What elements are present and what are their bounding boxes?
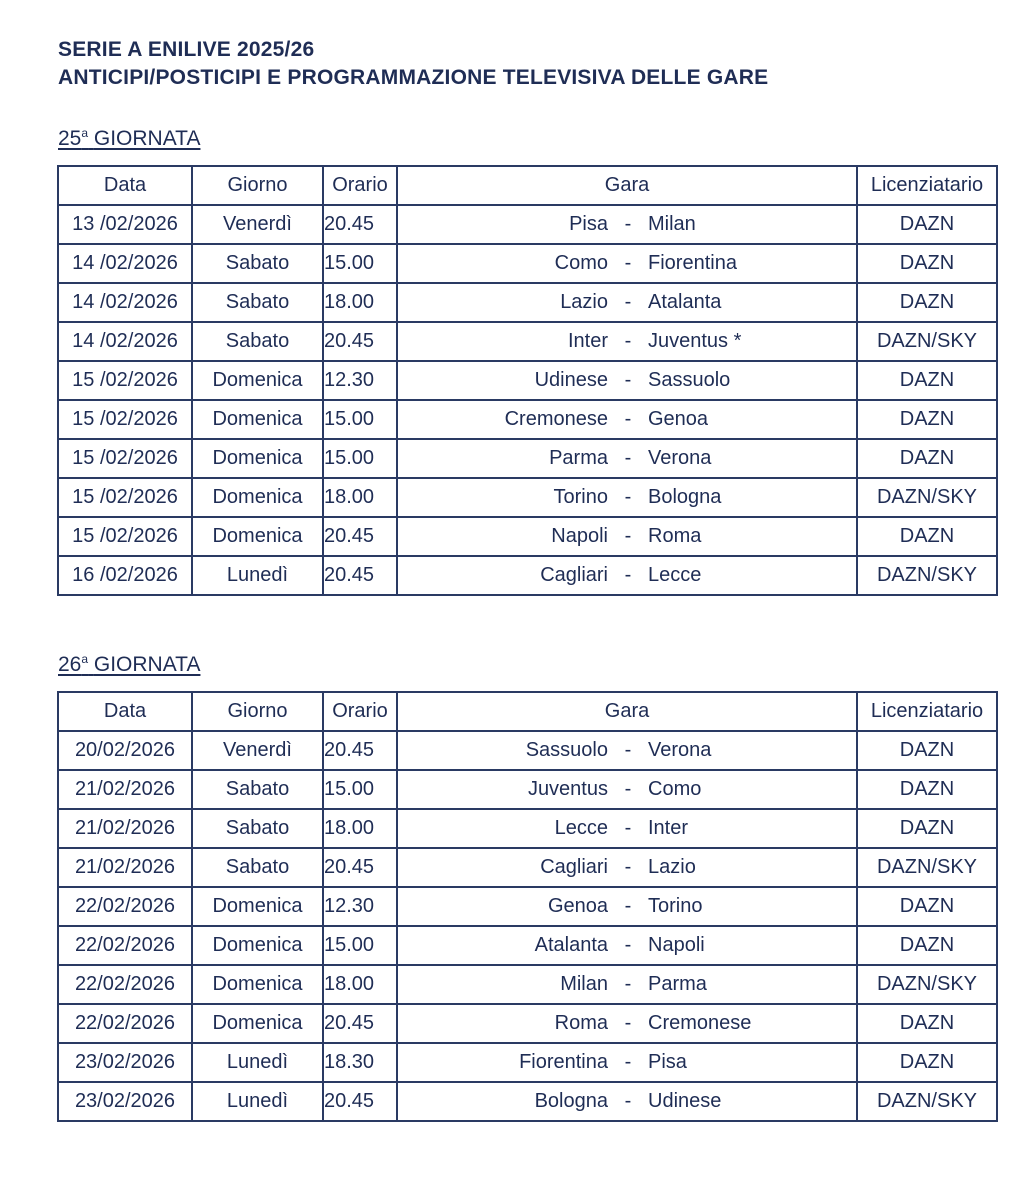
match-date: 21/02/2026 [58, 809, 192, 848]
table-row [58, 1082, 997, 1121]
round-ordinal: a [81, 126, 89, 140]
table-row [58, 361, 997, 400]
match-cell [397, 517, 857, 556]
match-date: 14 /02/2026 [58, 283, 192, 322]
table-row [58, 478, 997, 517]
match-time: 12.30 [323, 887, 397, 926]
table-header-row [58, 166, 997, 205]
match-licensee: DAZN [857, 361, 997, 400]
match-cell [397, 887, 857, 926]
away-team: Atalanta [648, 291, 722, 313]
home-team: Genoa [547, 895, 608, 917]
round-label: GIORNATA [93, 127, 201, 150]
match-day: Domenica [192, 361, 323, 400]
match-separator: - [624, 330, 632, 352]
match-date: 15 /02/2026 [58, 439, 192, 478]
header-match: Gara [397, 166, 857, 205]
match-licensee: DAZN [857, 1043, 997, 1082]
match-time: 20.45 [323, 731, 397, 770]
title-line-2: ANTICIPI/POSTICIPI E PROGRAMMAZIONE TELEVISIVA DELLE GARE [58, 66, 769, 89]
header-licensee: Licenziatario [857, 692, 997, 731]
home-team: Cremonese [504, 408, 608, 430]
round-number: 26 [58, 653, 82, 676]
match-licensee: DAZN [857, 283, 997, 322]
match-time: 18.30 [323, 1043, 397, 1082]
match-day: Venerdì [192, 205, 323, 244]
match-day: Domenica [192, 887, 323, 926]
table-row [58, 283, 997, 322]
match-cell [397, 1043, 857, 1082]
round-25-table [57, 165, 998, 596]
match-separator: - [624, 369, 632, 391]
match-day: Sabato [192, 770, 323, 809]
home-team: Lazio [560, 291, 608, 313]
header-day: Giorno [192, 692, 323, 731]
match-separator: - [624, 895, 632, 917]
away-team: Sassuolo [648, 369, 731, 391]
match-cell [397, 400, 857, 439]
match-time: 20.45 [323, 1082, 397, 1121]
match-licensee: DAZN/SKY [857, 478, 997, 517]
match-date: 22/02/2026 [58, 1004, 192, 1043]
away-team: Inter [648, 817, 689, 839]
away-team: Lecce [648, 564, 702, 586]
match-time: 15.00 [323, 244, 397, 283]
away-team: Udinese [648, 1090, 722, 1112]
away-team: Bologna [648, 486, 722, 508]
away-team: Milan [648, 213, 696, 235]
match-time: 15.00 [323, 400, 397, 439]
table-row [58, 965, 997, 1004]
match-day: Domenica [192, 400, 323, 439]
match-date: 13 /02/2026 [58, 205, 192, 244]
match-date: 15 /02/2026 [58, 478, 192, 517]
match-day: Domenica [192, 926, 323, 965]
match-licensee: DAZN [857, 731, 997, 770]
round-ordinal: a [81, 652, 89, 666]
match-cell [397, 244, 857, 283]
away-team: Parma [648, 973, 707, 995]
table-row [58, 205, 997, 244]
home-team: Como [554, 252, 608, 274]
match-licensee: DAZN [857, 517, 997, 556]
match-cell [397, 731, 857, 770]
match-separator: - [624, 525, 632, 547]
match-cell [397, 322, 857, 361]
match-day: Lunedì [192, 556, 323, 595]
match-time: 15.00 [323, 926, 397, 965]
match-date: 15 /02/2026 [58, 361, 192, 400]
match-day: Domenica [192, 517, 323, 556]
match-day: Domenica [192, 439, 323, 478]
round-26-heading [58, 652, 200, 677]
match-separator: - [624, 1012, 632, 1034]
match-time: 15.00 [323, 770, 397, 809]
match-separator: - [624, 739, 632, 761]
match-date: 23/02/2026 [58, 1082, 192, 1121]
away-team: Torino [648, 895, 703, 917]
match-day: Sabato [192, 848, 323, 887]
match-cell [397, 848, 857, 887]
match-day: Sabato [192, 283, 323, 322]
match-date: 22/02/2026 [58, 887, 192, 926]
match-date: 15 /02/2026 [58, 400, 192, 439]
match-time: 18.00 [323, 965, 397, 1004]
match-cell [397, 926, 857, 965]
away-team: Cremonese [648, 1012, 752, 1034]
match-date: 21/02/2026 [58, 770, 192, 809]
round-label: GIORNATA [93, 653, 201, 676]
match-cell [397, 965, 857, 1004]
home-team: Atalanta [534, 934, 608, 956]
match-date: 15 /02/2026 [58, 517, 192, 556]
match-separator: - [624, 778, 632, 800]
home-team: Napoli [551, 525, 608, 547]
match-time: 18.00 [323, 478, 397, 517]
match-cell [397, 361, 857, 400]
table-row [58, 517, 997, 556]
match-time: 20.45 [323, 322, 397, 361]
match-licensee: DAZN/SKY [857, 848, 997, 887]
home-team: Inter [567, 330, 608, 352]
table-row [58, 731, 997, 770]
match-separator: - [624, 1051, 632, 1073]
match-separator: - [624, 252, 632, 274]
match-separator: - [624, 934, 632, 956]
match-separator: - [624, 291, 632, 313]
header-day: Giorno [192, 166, 323, 205]
away-team: Verona [648, 739, 712, 761]
match-separator: - [624, 486, 632, 508]
match-cell [397, 439, 857, 478]
away-team: Como [648, 778, 702, 800]
table-row [58, 1043, 997, 1082]
document-title [58, 36, 768, 92]
home-team: Udinese [534, 369, 608, 391]
home-team: Cagliari [540, 564, 608, 586]
match-cell [397, 809, 857, 848]
match-licensee: DAZN [857, 809, 997, 848]
match-time: 18.00 [323, 283, 397, 322]
match-day: Sabato [192, 809, 323, 848]
table-row [58, 770, 997, 809]
match-day: Sabato [192, 244, 323, 283]
table-row [58, 400, 997, 439]
match-date: 22/02/2026 [58, 965, 192, 1004]
match-separator: - [624, 408, 632, 430]
round-25-heading [58, 126, 200, 151]
match-day: Domenica [192, 1004, 323, 1043]
home-team: Milan [560, 973, 608, 995]
match-date: 14 /02/2026 [58, 322, 192, 361]
match-licensee: DAZN [857, 439, 997, 478]
table-row [58, 322, 997, 361]
table-row [58, 1004, 997, 1043]
away-team: Genoa [648, 408, 709, 430]
home-team: Cagliari [540, 856, 608, 878]
match-separator: - [624, 447, 632, 469]
match-licensee: DAZN [857, 205, 997, 244]
away-team: Pisa [648, 1051, 687, 1073]
table-row [58, 848, 997, 887]
round-26-table [57, 691, 998, 1122]
home-team: Lecce [554, 817, 608, 839]
match-time: 15.00 [323, 439, 397, 478]
match-time: 20.45 [323, 556, 397, 595]
home-team: Pisa [569, 213, 608, 235]
home-team: Roma [554, 1012, 608, 1034]
match-time: 20.45 [323, 1004, 397, 1043]
match-day: Sabato [192, 322, 323, 361]
header-match: Gara [397, 692, 857, 731]
title-line-1: SERIE A ENILIVE 2025/26 [58, 38, 315, 61]
header-date: Data [58, 166, 192, 205]
match-cell [397, 1082, 857, 1121]
home-team: Sassuolo [525, 739, 608, 761]
away-team: Juventus * [648, 330, 742, 352]
away-team: Napoli [648, 934, 705, 956]
match-cell [397, 1004, 857, 1043]
match-date: 22/02/2026 [58, 926, 192, 965]
table-row [58, 439, 997, 478]
header-licensee: Licenziatario [857, 166, 997, 205]
match-separator: - [624, 817, 632, 839]
match-time: 20.45 [323, 205, 397, 244]
match-day: Lunedì [192, 1043, 323, 1082]
match-licensee: DAZN/SKY [857, 322, 997, 361]
table-row [58, 244, 997, 283]
match-time: 18.00 [323, 809, 397, 848]
match-licensee: DAZN/SKY [857, 1082, 997, 1121]
header-date: Data [58, 692, 192, 731]
table-header-row [58, 692, 997, 731]
match-separator: - [624, 564, 632, 586]
match-separator: - [624, 973, 632, 995]
match-day: Domenica [192, 965, 323, 1004]
away-team: Roma [648, 525, 702, 547]
match-cell [397, 478, 857, 517]
match-day: Domenica [192, 478, 323, 517]
away-team: Lazio [648, 856, 696, 878]
away-team: Fiorentina [648, 252, 737, 274]
match-cell [397, 556, 857, 595]
match-licensee: DAZN [857, 244, 997, 283]
match-separator: - [624, 856, 632, 878]
match-day: Venerdì [192, 731, 323, 770]
match-time: 20.45 [323, 848, 397, 887]
match-licensee: DAZN/SKY [857, 556, 997, 595]
home-team: Torino [553, 486, 608, 508]
match-date: 16 /02/2026 [58, 556, 192, 595]
match-separator: - [624, 213, 632, 235]
header-time: Orario [323, 166, 397, 205]
match-date: 20/02/2026 [58, 731, 192, 770]
header-time: Orario [323, 692, 397, 731]
match-licensee: DAZN [857, 926, 997, 965]
round-number: 25 [58, 127, 82, 150]
home-team: Bologna [534, 1090, 608, 1112]
match-separator: - [624, 1090, 632, 1112]
match-time: 12.30 [323, 361, 397, 400]
match-licensee: DAZN [857, 887, 997, 926]
match-licensee: DAZN [857, 770, 997, 809]
table-row [58, 556, 997, 595]
away-team: Verona [648, 447, 712, 469]
home-team: Fiorentina [519, 1051, 608, 1073]
home-team: Juventus [527, 778, 608, 800]
match-date: 21/02/2026 [58, 848, 192, 887]
match-cell [397, 770, 857, 809]
match-date: 14 /02/2026 [58, 244, 192, 283]
match-time: 20.45 [323, 517, 397, 556]
table-row [58, 926, 997, 965]
home-team: Parma [549, 447, 608, 469]
match-licensee: DAZN [857, 400, 997, 439]
table-row [58, 809, 997, 848]
match-licensee: DAZN [857, 1004, 997, 1043]
table-row [58, 887, 997, 926]
match-cell [397, 283, 857, 322]
match-cell [397, 205, 857, 244]
match-licensee: DAZN/SKY [857, 965, 997, 1004]
match-day: Lunedì [192, 1082, 323, 1121]
match-date: 23/02/2026 [58, 1043, 192, 1082]
